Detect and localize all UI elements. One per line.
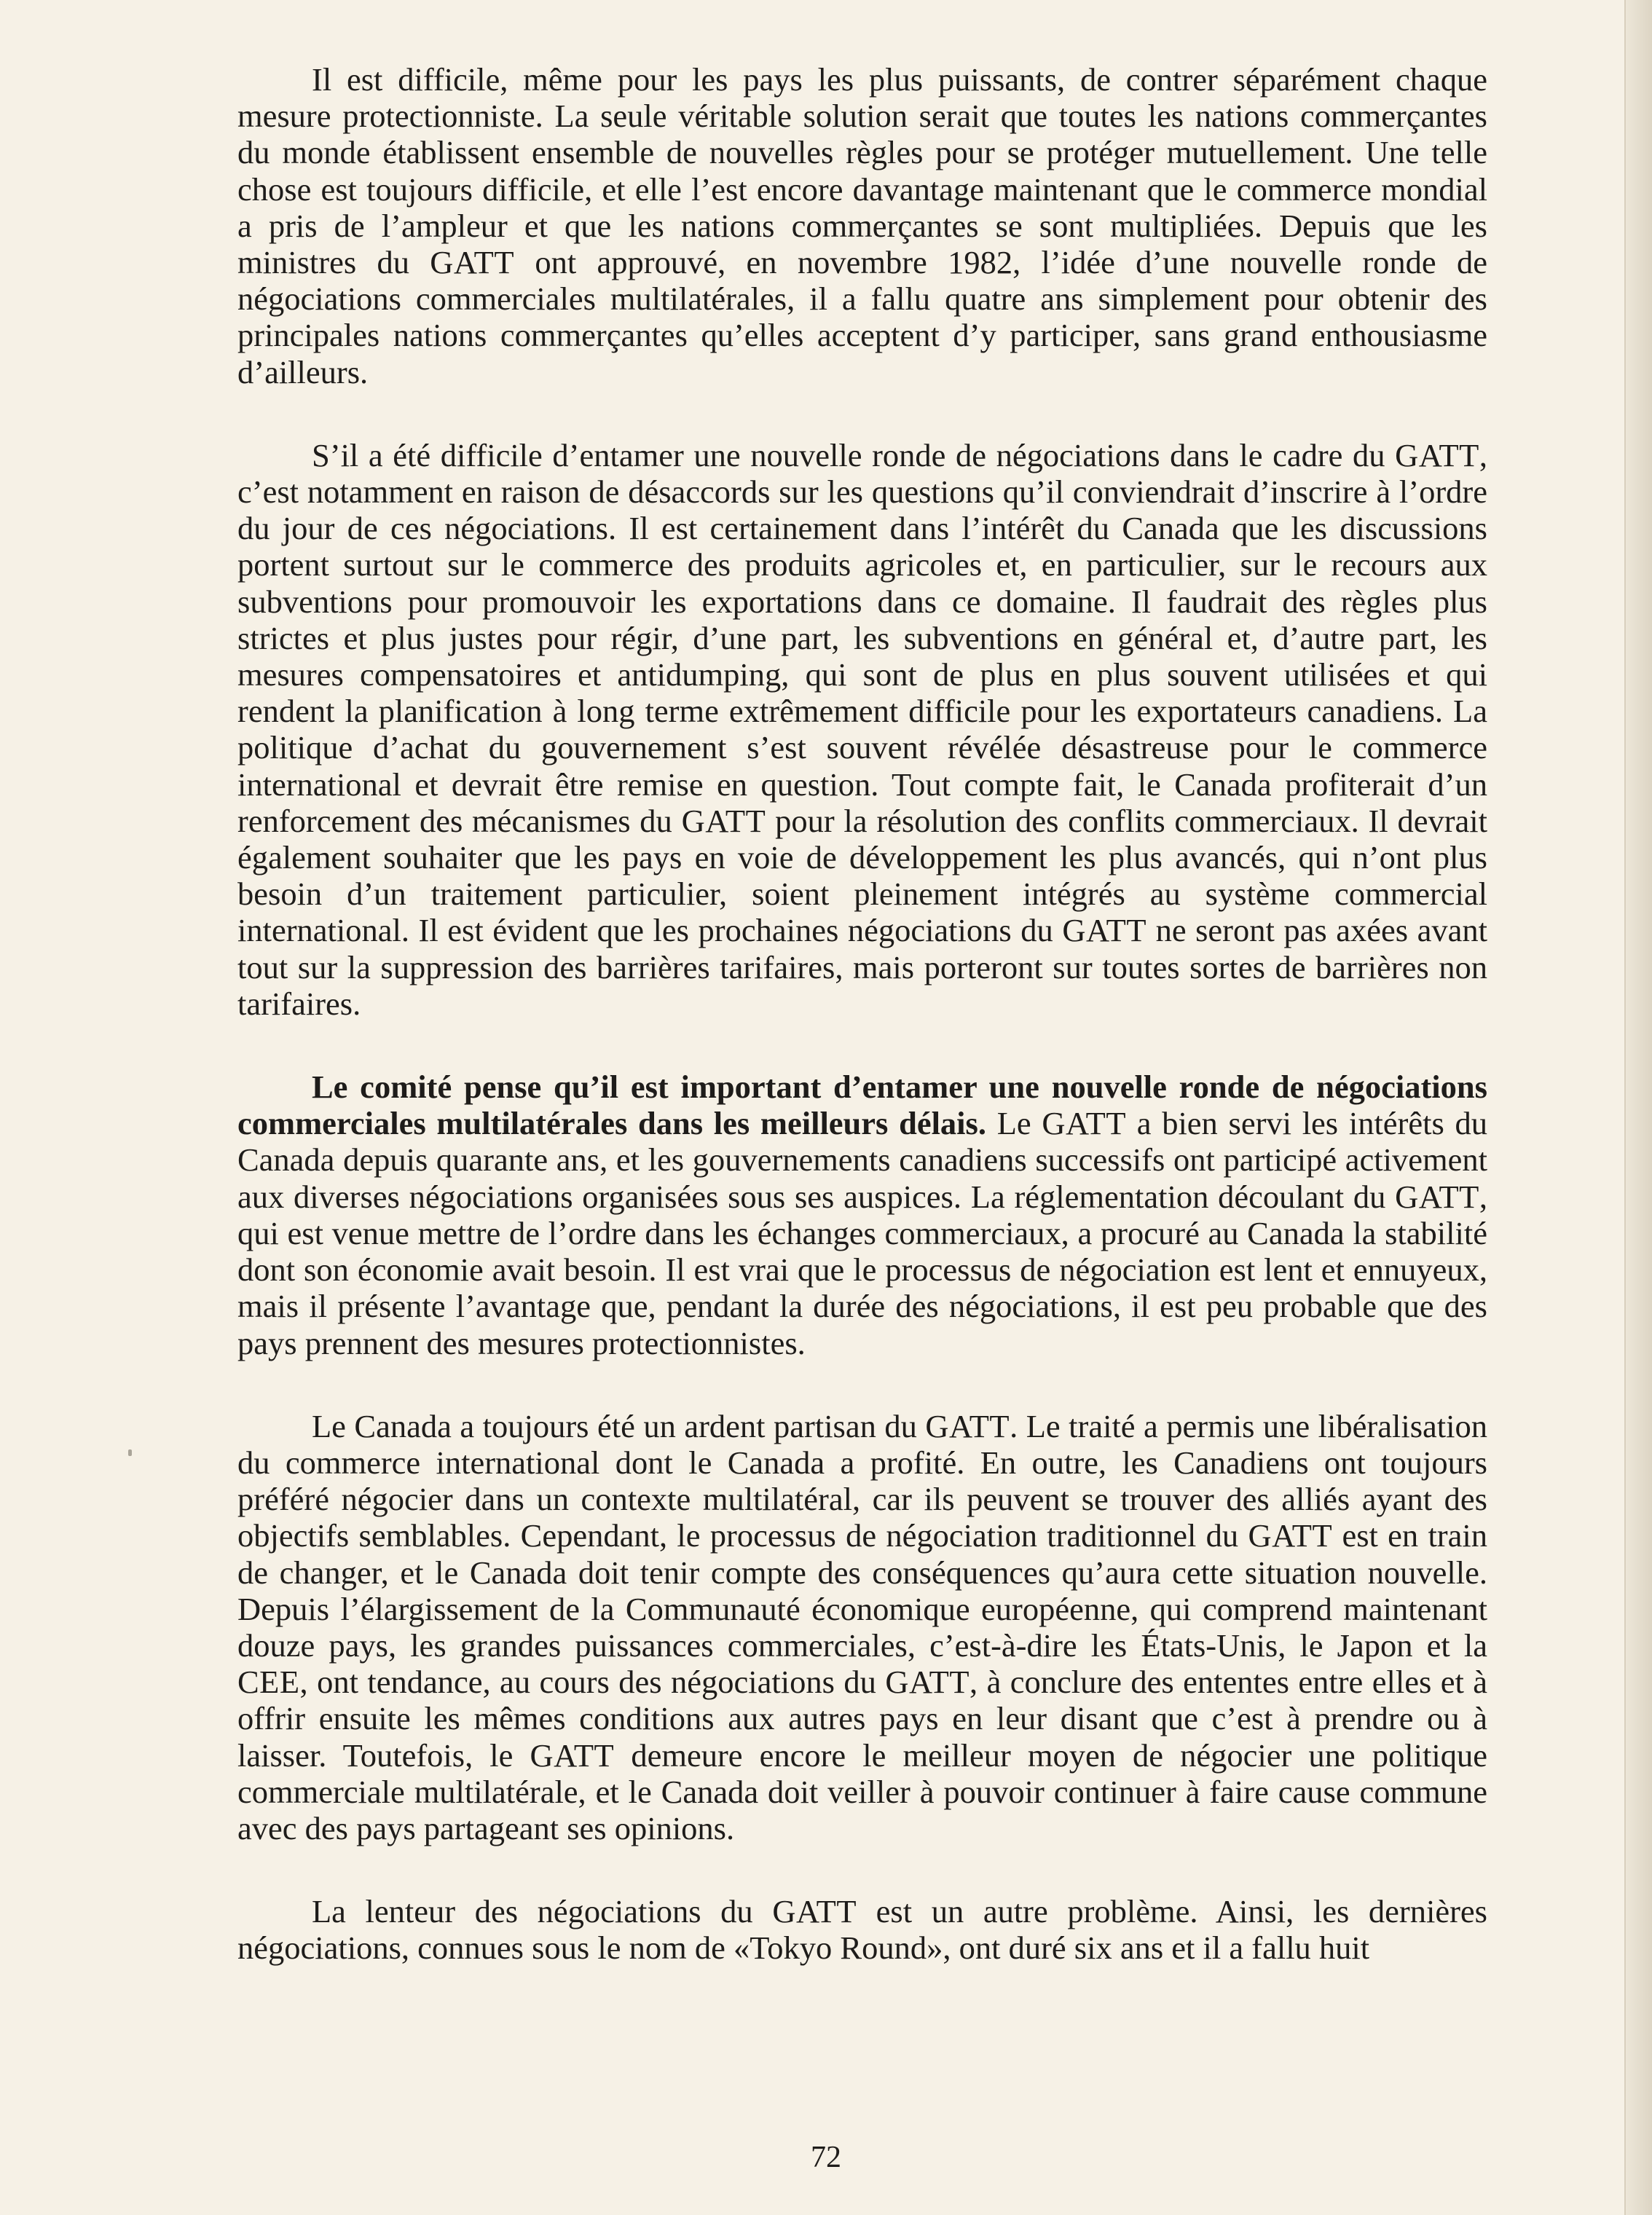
acronym-gatt: GATT [681, 802, 766, 839]
stray-mark [128, 1449, 132, 1456]
text-segment: , ont tendance, au cours des négociations du [299, 1664, 886, 1701]
text-segment: La lenteur des négociations du [312, 1893, 773, 1930]
text-segment: , à conclure des ententes entre elles et à offrir ensuite les mêmes conditions aux autres pays en leur disant que c’est à prendre ou à laisser. Toutefois, le [237, 1664, 1487, 1774]
text-segment: Le Canada a toujours été un ardent partisan du [312, 1407, 926, 1444]
acronym-gatt: GATT [1042, 1105, 1127, 1142]
acronym-gatt: GATT [430, 244, 515, 281]
text-segment: . Le traité a permis une libéralisation du commerce international dont le Canada a profité. En outre, les Canadiens ont toujours préféré négocier dans un contexte multilatéral, car ils peuvent se trouver des alliés ayant des objectifs semblables. Cependant, le processus de négociation traditionnel du [237, 1407, 1487, 1554]
paragraph-5 [237, 1893, 1487, 1966]
acronym-gatt: GATT [1248, 1517, 1333, 1554]
acronym-gatt: GATT [530, 1736, 615, 1774]
paragraph-1 [237, 61, 1487, 390]
paragraph-3 [237, 1069, 1487, 1361]
acronym-gatt: GATT [772, 1893, 857, 1930]
text-segment: S’il a été difficile d’entamer une nouvelle ronde de négociations dans le cadre du [312, 436, 1396, 473]
page-number: 72 [811, 2141, 841, 2174]
text-segment: est en train de changer, et le Canada doit tenir compte des conséquences qu’aura cette situation nouvelle. Depuis l’élargissement de la Communauté économique européenne, qui comprend maintenant douze pays, les grandes puissances commerciales, c’est-à-dire les États-Unis, le Japon et la [237, 1517, 1487, 1664]
text-column [237, 61, 1487, 1967]
text-segment: est un autre problème. Ainsi, les dernières négociations, connues sous le nom de «Tokyo Round», ont duré six ans et il a fallu huit [237, 1893, 1487, 1967]
paragraph-2 [237, 437, 1487, 1022]
page-edge [1624, 0, 1652, 2215]
paragraph-4 [237, 1408, 1487, 1846]
acronym-gatt: GATT [1395, 1178, 1479, 1215]
text-segment: Il est difficile, même pour les pays les plus puissants, de contrer séparément chaque mesure protectionniste. La seule véritable solution serait que toutes les nations commerçantes du monde établissent ensemble de nouvelles règles pour se protéger mutuellement. Une telle chose est toujours difficile, et elle l’est encore davantage maintenant que le commerce mondial a pris de l’ampleur et que les nations commerçantes se sont multipliées. Depuis que les ministres du [237, 61, 1487, 281]
acronym-gatt: GATT [1062, 912, 1147, 949]
acronym-gatt: GATT [925, 1407, 1010, 1444]
acronym-gatt: GATT [885, 1664, 970, 1701]
text-segment: , qui est venue mettre de l’ordre dans les échanges commerciaux, a procuré au Canada la stabilité dont son économie avait besoin. Il est vrai que le processus de négociation est lent et ennuyeux, mais il présente l’avantage que, pendant la durée des négociations, il est peu probable que des pays prennent des mesures protectionnistes. [237, 1178, 1487, 1361]
text-segment: demeure encore le meilleur moyen de négocier une politique commerciale multilatérale, et le Canada doit veiller à pouvoir continuer à faire cause commune avec des pays partageant ses opinions. [237, 1736, 1487, 1846]
acronym-gatt: GATT [1395, 436, 1479, 473]
acronym-cee: CEE [237, 1664, 300, 1701]
text-segment: a bien servi les intérêts du Canada depuis quarante ans, et les gouvernements canadiens successifs ont participé activement aux diverses négociations organisées sous ses auspices. La réglementation découlant du [237, 1105, 1488, 1215]
bold-recommendation: Le comité pense qu’il est important d’entamer une nouvelle ronde de négociations commerciales multilatérales dans les meilleurs délais. [237, 1069, 1487, 1142]
text-segment: pour la résolution des conflits commerciaux. Il devrait également souhaiter que les pays en voie de développement les plus avancés, qui n’ont plus besoin d’un traitement particulier, soient pleinement intégrés au système commercial international. Il est évident que les prochaines négociations du [237, 802, 1487, 949]
text-segment: , c’est notamment en raison de désaccords sur les questions qu’il conviendrait d’inscrire à l’ordre du jour de ces négociations. Il est certainement dans l’intérêt du Canada que les discussions portent surtout sur le commerce des produits agricoles et, en particulier, sur le recours aux subventions pour promouvoir les exportations dans ce domaine. Il faudrait des règles plus strictes et plus justes pour régir, d’une part, les subventions en général et, d’autre part, les mesures compensatoires et antidumping, qui sont de plus en plus souvent utilisées et qui rendent la planification à long terme extrêmement difficile pour les exportateurs canadiens. La politique d’achat du gouvernement s’est souvent révélée désastreuse pour le commerce international et devrait être remise en question. Tout compte fait, le Canada profiterait d’un renforcement des mécanismes du [237, 436, 1487, 839]
text-segment: Le [986, 1105, 1042, 1142]
text-segment: ne seront pas axées avant tout sur la suppression des barrières tarifaires, mais porteront sur toutes sortes de barrières non tarifaires. [237, 912, 1487, 1022]
text-segment: ont approuvé, en novembre 1982, l’idée d’une nouvelle ronde de négociations commerciales multilatérales, il a fallu quatre ans simplement pour obtenir des principales nations commerçantes qu’elles acceptent d’y participer, sans grand enthousiasme d’ailleurs. [237, 244, 1487, 390]
